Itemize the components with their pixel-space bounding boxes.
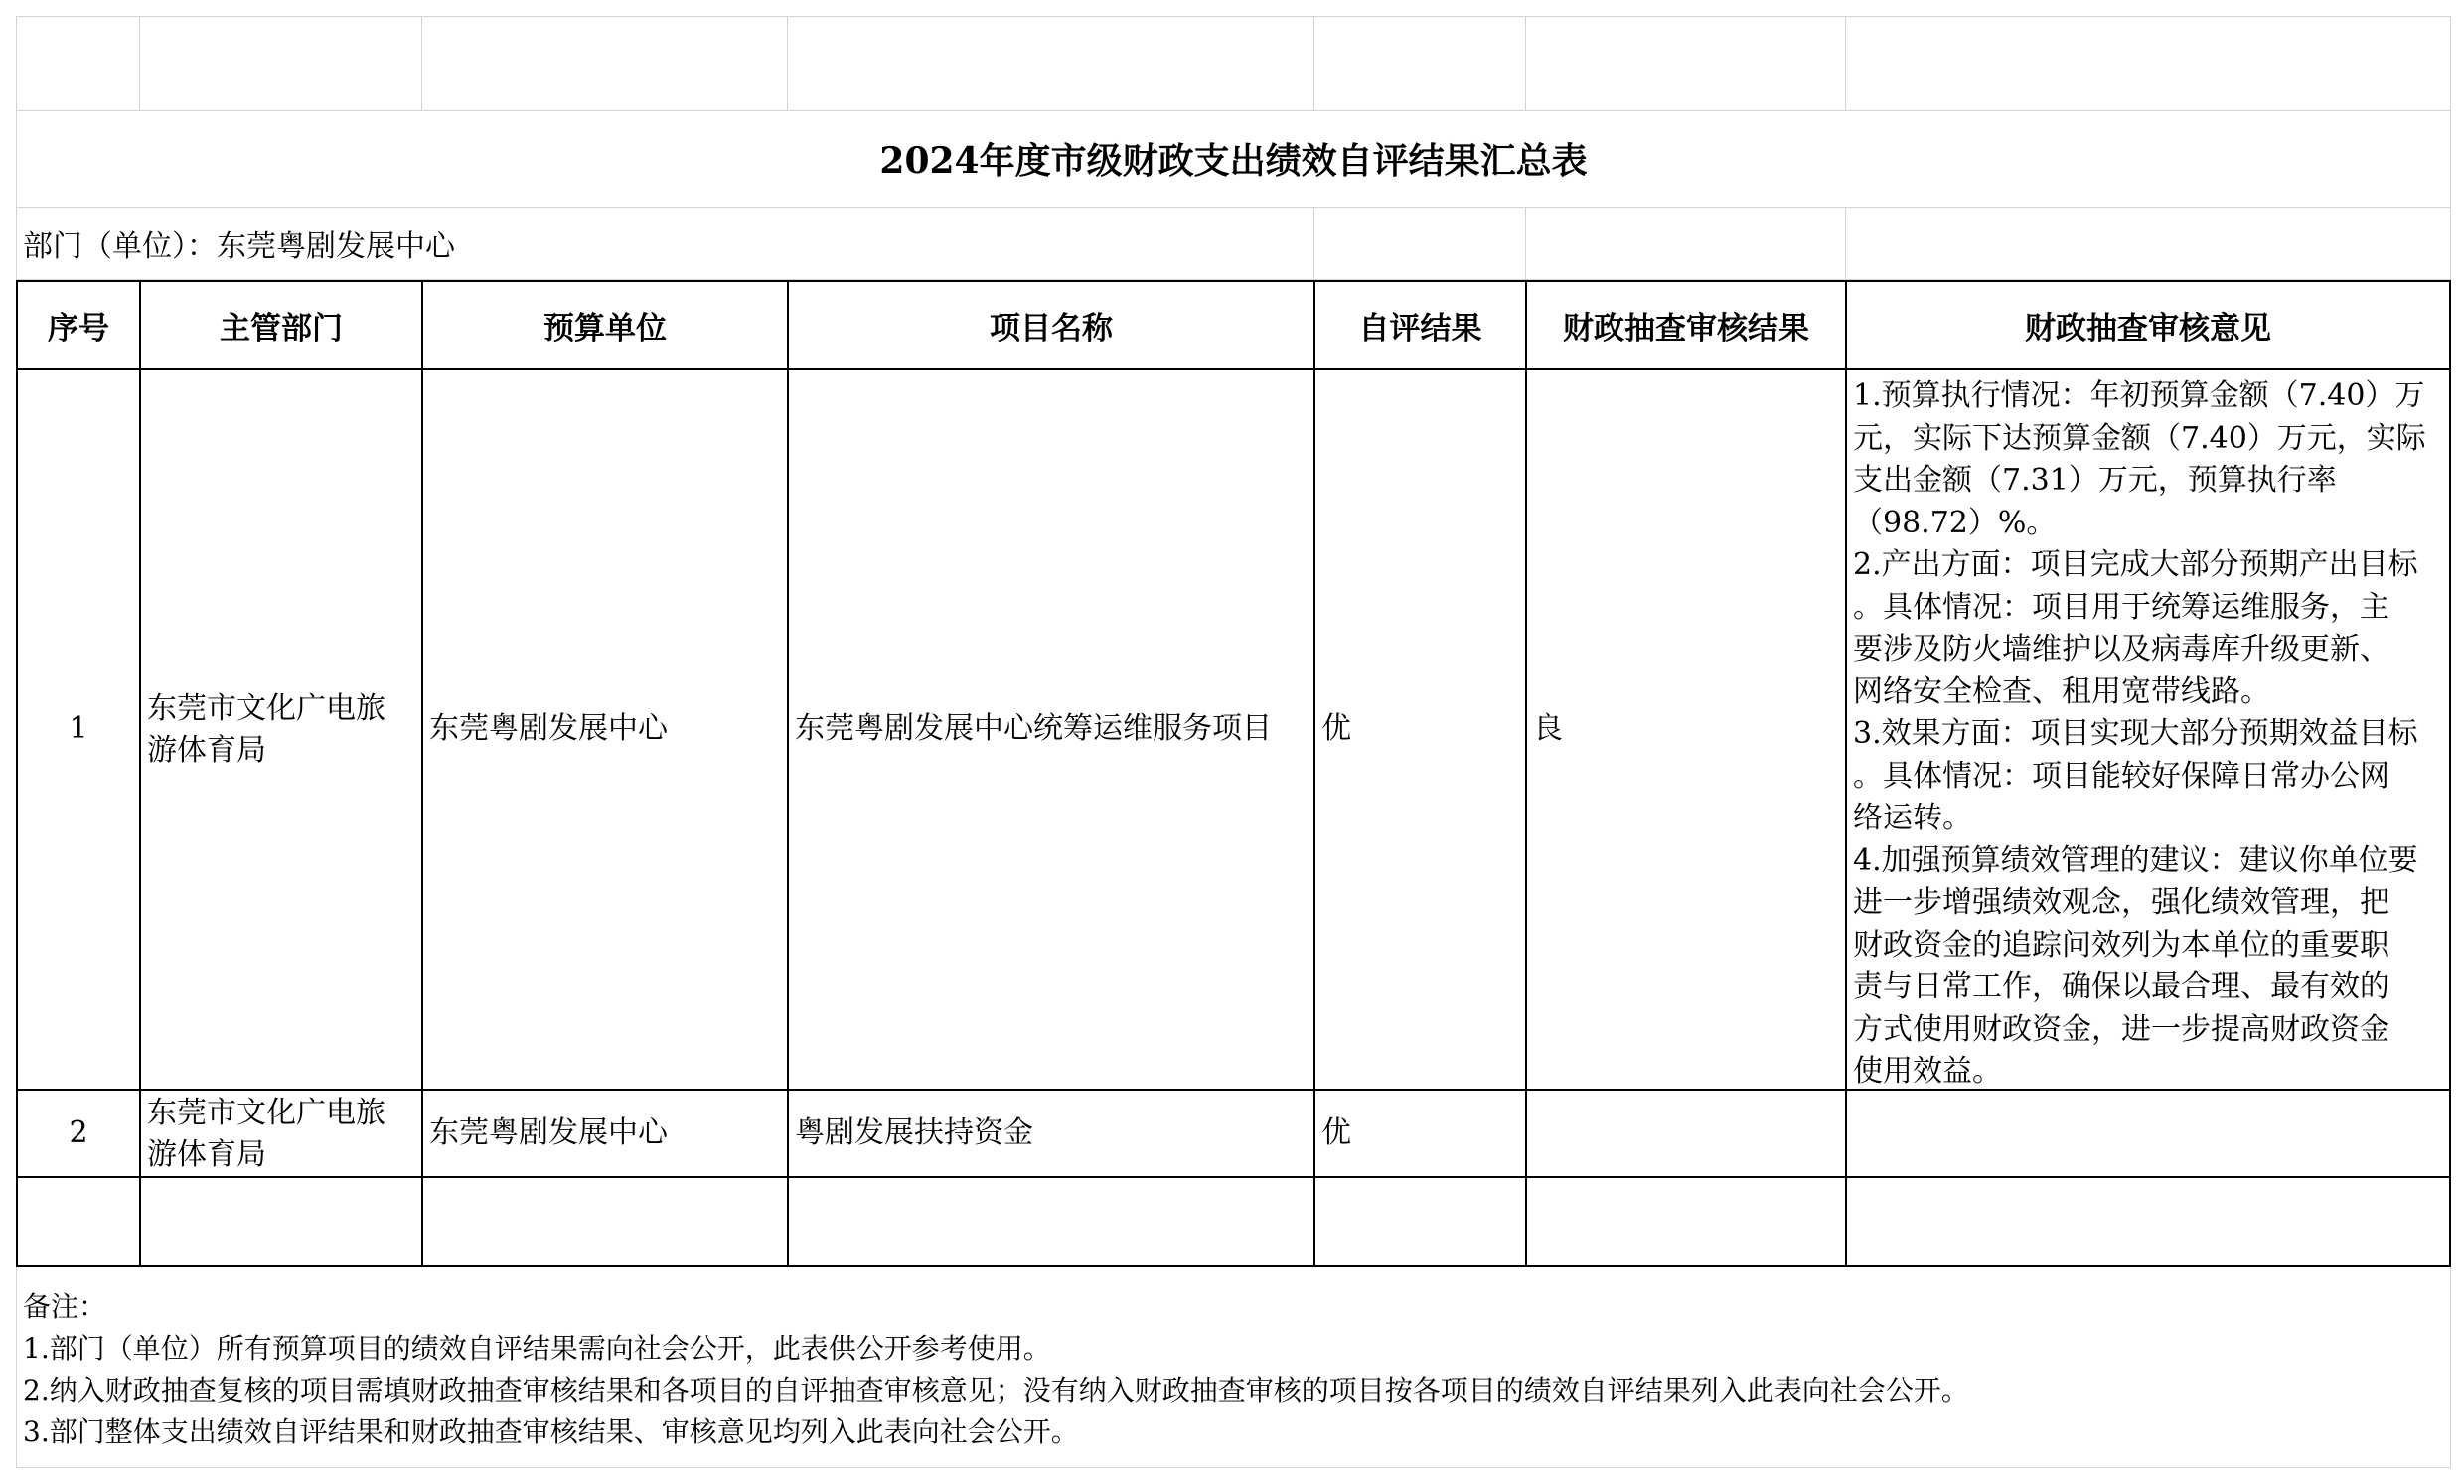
- note-line: 1.部门（单位）所有预算项目的绩效自评结果需向社会公开，此表供公开参考使用。: [23, 1332, 1051, 1365]
- row1-self-eval[interactable]: 优: [1315, 370, 1527, 1091]
- header-authority: 主管部门: [141, 282, 423, 370]
- authority-line: 东莞市文化广电旅: [147, 691, 385, 726]
- header-audit-result: 财政抽查审核结果: [1527, 282, 1847, 370]
- grid-cell[interactable]: [1526, 17, 1846, 111]
- opinion-line: 4.加强预算绩效管理的建议：建议你单位要: [1853, 842, 2418, 878]
- authority-line: 东莞市文化广电旅: [147, 1096, 385, 1130]
- opinion-line: 络运转。: [1853, 801, 1972, 835]
- grid-cell[interactable]: [1846, 208, 2451, 280]
- opinion-line: 财政资金的追踪问效列为本单位的重要职: [1853, 927, 2389, 963]
- note-line: 3.部门整体支出绩效自评结果和财政抽查审核结果、审核意见均列入此表向社会公开。: [23, 1415, 1079, 1448]
- empty-cell[interactable]: [1527, 1178, 1847, 1265]
- department-label: 部门（单位）：东莞粤剧发展中心: [17, 208, 1314, 280]
- opinion-line: 。具体情况：项目能较好保障日常办公网: [1853, 758, 2389, 794]
- row2-audit-result[interactable]: [1527, 1091, 1847, 1178]
- row2-authority[interactable]: [141, 1091, 423, 1178]
- empty-cell[interactable]: [141, 1178, 423, 1265]
- department-row: [16, 208, 2451, 280]
- row1-budget-unit[interactable]: 东莞粤剧发展中心: [423, 370, 789, 1091]
- opinion-line: 要涉及防火墙维护以及病毒库升级更新、: [1853, 632, 2389, 667]
- page-title: 2024年度市级财政支出绩效自评结果汇总表: [17, 110, 2451, 208]
- row2-project[interactable]: 粤剧发展扶持资金: [789, 1091, 1315, 1178]
- empty-cell[interactable]: [1315, 1178, 1527, 1265]
- row1-project[interactable]: 东莞粤剧发展中心统筹运维服务项目: [789, 370, 1315, 1091]
- header-audit-opinion: 财政抽查审核意见: [1847, 282, 2449, 370]
- results-table: [16, 280, 2451, 1267]
- opinion-line: 网络安全检查、租用宽带线路。: [1853, 673, 2270, 709]
- empty-cell[interactable]: [18, 1178, 141, 1265]
- grid-cell[interactable]: [17, 17, 140, 111]
- opinion-line: 方式使用财政资金，进一步提高财政资金: [1853, 1011, 2389, 1047]
- row2-no[interactable]: 2: [18, 1091, 141, 1178]
- opinion-line: 元，实际下达预算金额（7.40）万元，实际: [1853, 420, 2426, 456]
- notes-cell[interactable]: [17, 1267, 2451, 1468]
- opinion-line: 3.效果方面：项目实现大部分预期效益目标: [1853, 716, 2418, 751]
- row2-self-eval[interactable]: 优: [1315, 1091, 1527, 1178]
- opinion-line: 责与日常工作，确保以最合理、最有效的: [1853, 969, 2389, 1004]
- row1-audit-result[interactable]: 良: [1527, 370, 1847, 1091]
- grid-cell[interactable]: [1526, 208, 1846, 280]
- title-row: [16, 110, 2451, 208]
- empty-cell[interactable]: [1847, 1178, 2449, 1265]
- opinion-line: 1.预算执行情况：年初预算金额（7.40）万: [1853, 378, 2425, 413]
- opinion-line: （98.72）%。: [1853, 505, 2057, 540]
- empty-cell[interactable]: [423, 1178, 789, 1265]
- notes-heading: 备注：: [23, 1290, 107, 1323]
- row1-no[interactable]: 1: [18, 370, 141, 1091]
- opinion-line: 。具体情况：项目用于统筹运维服务，主: [1853, 589, 2389, 625]
- notes-area: [16, 1267, 2451, 1468]
- grid-cell[interactable]: [1314, 208, 1526, 280]
- header-project: 项目名称: [789, 282, 1315, 370]
- grid-cell[interactable]: [140, 17, 422, 111]
- opinion-line: 支出金额（7.31）万元，预算执行率: [1853, 463, 2337, 498]
- opinion-line: 2.产出方面：项目完成大部分预期产出目标: [1853, 547, 2418, 582]
- empty-top-row: [16, 16, 2451, 110]
- header-self-eval: 自评结果: [1315, 282, 1527, 370]
- row1-audit-opinion[interactable]: [1847, 370, 2449, 1091]
- row1-authority[interactable]: [141, 370, 423, 1091]
- opinion-line: 进一步增强绩效观念，强化绩效管理，把: [1853, 885, 2389, 920]
- grid-cell[interactable]: [1314, 17, 1526, 111]
- row2-budget-unit[interactable]: 东莞粤剧发展中心: [423, 1091, 789, 1178]
- note-line: 2.纳入财政抽查复核的项目需填财政抽查审核结果和各项目的自评抽查审核意见；没有纳入财政抽查审核的项目按各项目的绩效自评结果列入此表向社会公开。: [23, 1374, 1969, 1407]
- header-budget-unit: 预算单位: [423, 282, 789, 370]
- opinion-line: 使用效益。: [1853, 1054, 2002, 1089]
- spreadsheet: [16, 16, 2451, 1468]
- grid-cell[interactable]: [422, 17, 788, 111]
- grid-cell[interactable]: [788, 17, 1314, 111]
- grid-cell[interactable]: [1846, 17, 2451, 111]
- empty-cell[interactable]: [789, 1178, 1315, 1265]
- authority-line: 游体育局: [147, 1137, 266, 1172]
- header-no: 序号: [18, 282, 141, 370]
- row2-audit-opinion[interactable]: [1847, 1091, 2449, 1178]
- authority-line: 游体育局: [147, 733, 266, 768]
